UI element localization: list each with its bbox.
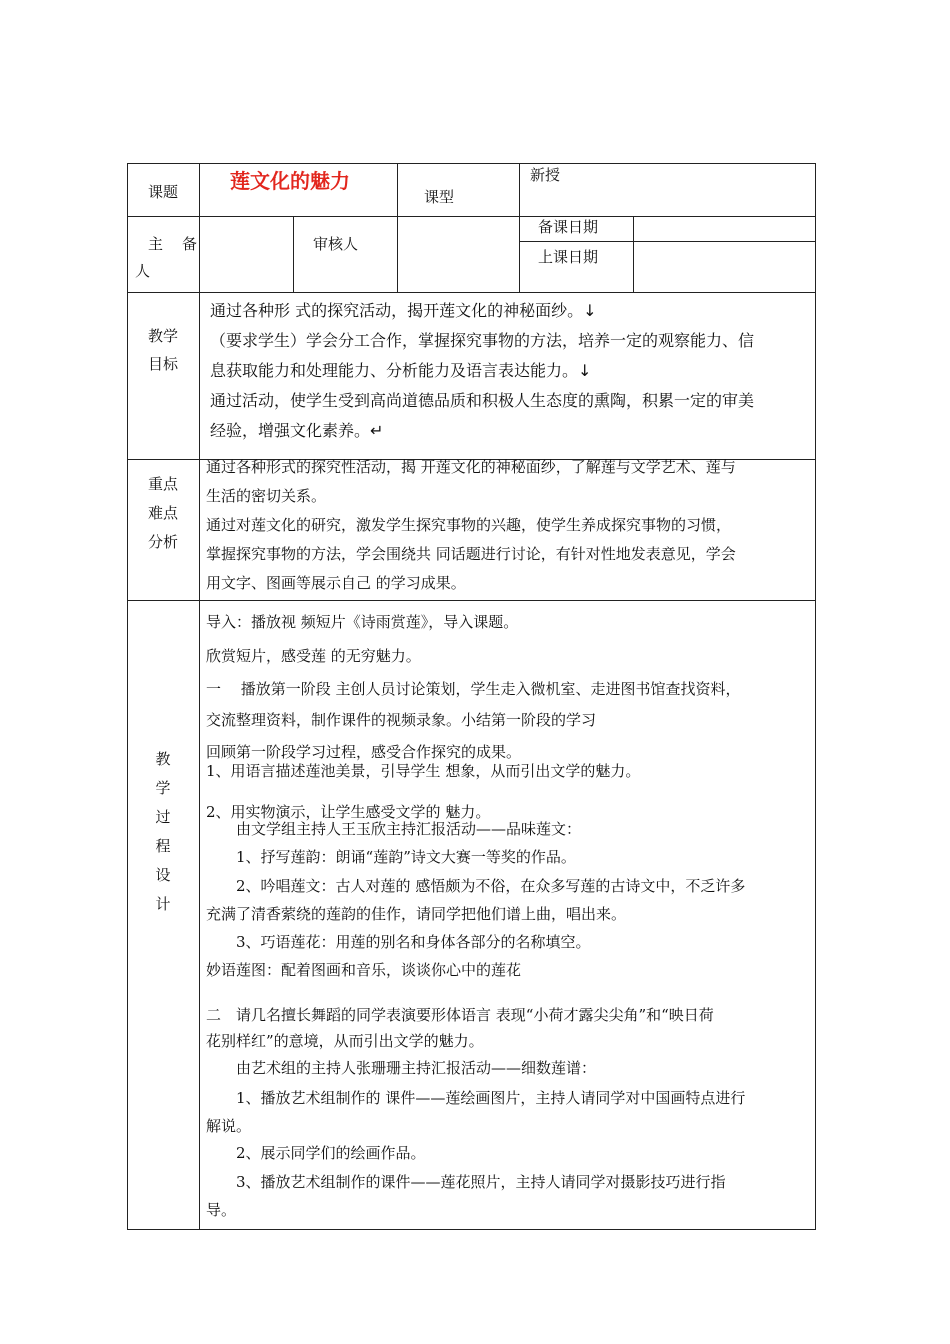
process-label-char: 设 xyxy=(155,866,171,884)
goals-label-text: 教学目标 xyxy=(147,327,178,373)
table-rule xyxy=(127,600,816,601)
reviewer-label: 审核人 xyxy=(313,235,359,253)
goals-text xyxy=(210,296,800,446)
process-label-char: 学 xyxy=(155,779,171,797)
table-rule xyxy=(397,163,398,292)
key-points-line: 掌握探究事物的方法，学会围绕共 同话题进行讨论，有针对性地发表意见，学会 xyxy=(206,545,736,563)
key-points-line: 用文字、图画等展示自己 的学习成果。 xyxy=(206,574,466,592)
process-line: 导入：播放视 频短片《诗雨赏莲》，导入课题。 xyxy=(206,613,519,631)
process-line: 解说。 xyxy=(206,1117,252,1135)
key-points-line: 通过对莲文化的研究，激发学生探究事物的兴趣，使学生养成探究事物的习惯， xyxy=(206,516,732,534)
lesson-title: 莲文化的魅力 xyxy=(230,169,350,193)
preparer-label-line2: 人 xyxy=(135,262,151,280)
process-line: 交流整理资料，制作课件的视频录象。小结第一阶段的学习 xyxy=(206,711,597,729)
process-line: 由艺术组的主持人张珊珊主持汇报活动——细数莲谱： xyxy=(236,1059,597,1077)
process-line: 1、播放艺术组制作的 课件——莲绘画图片，主持人请同学对中国画特点进行 xyxy=(236,1089,746,1107)
key-points-line: 生活的密切关系。 xyxy=(206,487,327,505)
goals-label xyxy=(127,322,199,378)
goals-line: 经验，增强文化素养。↵ xyxy=(210,421,384,440)
topic-label: 课题 xyxy=(147,183,178,201)
process-line: 3、播放艺术组制作的课件——莲花照片，主持人请同学对摄影技巧进行指 xyxy=(236,1173,726,1191)
key-points-label-line: 分析 xyxy=(147,533,178,551)
goals-line: 息获取能力和处理能力、分析能力及语言表达能力。↓ xyxy=(210,361,592,380)
goals-line: 通过各种形 式的探究活动，揭开莲文化的神秘面纱。↓ xyxy=(210,301,597,320)
process-line: 欣赏短片，感受莲 的无穷魅力。 xyxy=(206,647,421,665)
prep-date-label: 备课日期 xyxy=(538,218,599,236)
process-line: 3、巧语莲花：用莲的别名和身体各部分的名称填空。 xyxy=(236,933,591,951)
class-date-label: 上课日期 xyxy=(538,248,599,266)
process-line: 导。 xyxy=(206,1201,237,1219)
table-rule xyxy=(199,163,200,1230)
process-line: 1、用语言描述莲池美景，引导学生 想象，从而引出文学的魅力。 xyxy=(206,762,641,780)
key-points-label xyxy=(127,470,199,557)
type-label: 课型 xyxy=(424,188,455,206)
process-label xyxy=(127,745,199,919)
process-line: 妙语莲图：配着图画和音乐，谈谈你心中的莲花 xyxy=(206,961,522,979)
process-label-char: 计 xyxy=(155,895,171,913)
process-line: 一 播放第一阶段 主创人员讨论策划，学生走入微机室、走进图书馆查找资料， xyxy=(206,680,741,698)
process-line: 花别样红”的意境，从而引出文学的魅力。 xyxy=(206,1032,484,1050)
table-rule xyxy=(127,216,816,217)
process-line: 2、展示同学们的绘画作品。 xyxy=(236,1144,426,1162)
process-line: 充满了清香萦绕的莲韵的佳作，请同学把他们谱上曲，唱出来。 xyxy=(206,905,627,923)
goals-line: 通过活动，使学生受到高尚道德品质和积极人生态度的熏陶，积累一定的审美 xyxy=(210,391,755,410)
type-value: 新授 xyxy=(530,166,561,184)
process-line: 1、抒写莲韵：朗诵“莲韵”诗文大赛一等奖的作品。 xyxy=(236,848,576,866)
table-rule xyxy=(633,216,634,292)
goals-line: （要求学生）学会分工合作，掌握探究事物的方法，培养一定的观察能力、信 xyxy=(210,331,755,350)
process-line: 2、吟唱莲文：古人对莲的 感悟颇为不俗，在众多写莲的古诗文中，不乏许多 xyxy=(236,877,746,895)
key-points-line: 通过各种形式的探究性活动，揭 开莲文化的神秘面纱，了解莲与文学艺术、莲与 xyxy=(206,458,736,476)
table-rule xyxy=(519,163,520,292)
preparer-label-line1: 主 备 xyxy=(148,235,200,253)
process-label-char: 教 xyxy=(155,750,171,768)
process-line: 二 请几名擅长舞蹈的同学表演要形体语言 表现“小荷才露尖尖角”和“映日荷 xyxy=(206,1006,714,1024)
process-line: 2、用实物演示，让学生感受文学的 魅力。 xyxy=(206,803,491,821)
process-label-char: 程 xyxy=(155,837,171,855)
process-line: 由文学组主持人王玉欣主持汇报活动——品味莲文： xyxy=(236,820,582,838)
table-rule xyxy=(293,216,294,292)
table-rule xyxy=(519,241,816,242)
table-rule xyxy=(127,292,816,293)
key-points-label-line: 难点 xyxy=(147,504,178,522)
key-points-label-line: 重点 xyxy=(147,475,178,493)
process-label-char: 过 xyxy=(155,808,171,826)
process-line: 回顾第一阶段学习过程，感受合作探究的成果。 xyxy=(206,743,522,761)
key-points-text xyxy=(206,453,806,598)
